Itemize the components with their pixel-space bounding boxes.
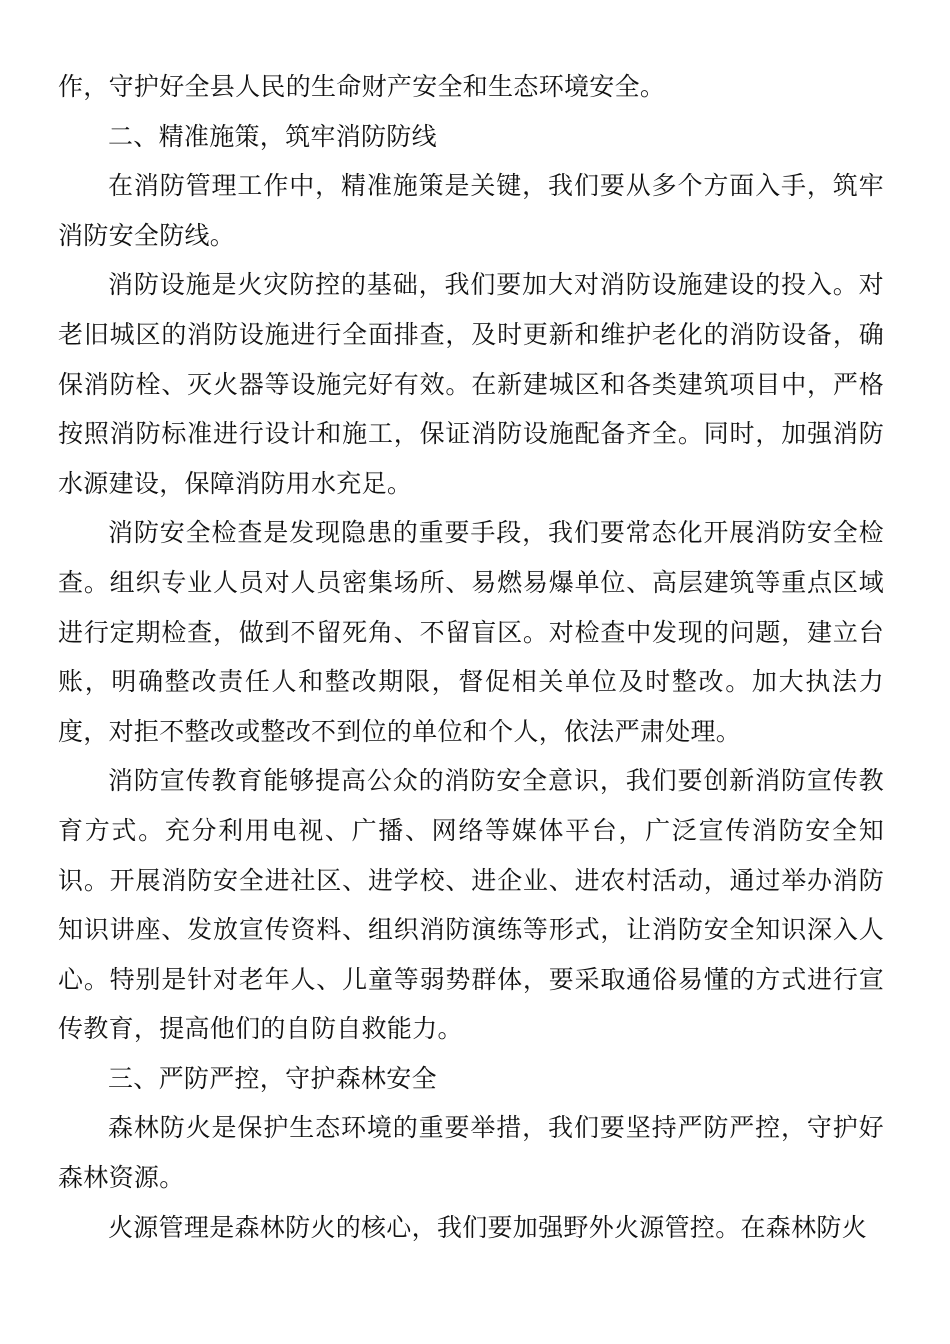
document-body xyxy=(58,62,884,1252)
paragraph: 在消防管理工作中，精准施策是关键，我们要从多个方面入手，筑牢消防安全防线。 xyxy=(58,171,884,250)
paragraph: 森林防火是保护生态环境的重要举措，我们要坚持严防严控，守护好森林资源。 xyxy=(58,1113,884,1193)
paragraph: 消防宣传教育能够提高公众的消防安全意识，我们要创新消防宣传教育方式。充分利用电视、广播、网络等媒体平台，广泛宣传消防安全知识。开展消防安全进社区、进学校、进企业、进农村活动，通过举办消防知识讲座、发放宣传资料、组织消防演练等形式，让消防安全知识深入人心。特别是针对老年人、儿童等弱势群体，要采取通俗易懂的方式进行宣传教育，提高他们的自防自救能力。 xyxy=(58,766,884,1044)
paragraph: 消防设施是火灾防控的基础，我们要加大对消防设施建设的投入。对老旧城区的消防设施进行全面排查，及时更新和维护老化的消防设备，确保消防栓、灭火器等设施完好有效。在新建城区和各类建筑项目中，严格按照消防标准进行设计和施工，保证消防设施配备齐全。同时，加强消防水源建设，保障消防用水充足。 xyxy=(58,270,884,498)
paragraph: 火源管理是森林防火的核心，我们要加强野外火源管控。在森林防火 xyxy=(108,1212,868,1242)
section-heading-3: 三、严防严控，守护森林安全 xyxy=(108,1063,437,1093)
section-heading-2: 二、精准施策，筑牢消防防线 xyxy=(108,121,437,151)
paragraph: 消防安全检查是发现隐患的重要手段，我们要常态化开展消防安全检查。组织专业人员对人员密集场所、易燃易爆单位、高层建筑等重点区域进行定期检查，做到不留死角、不留盲区。对检查中发现的问题，建立台账，明确整改责任人和整改期限，督促相关单位及时整改。加大执法力度，对拒不整改或整改不到位的单位和个人，依法严肃处理。 xyxy=(58,518,884,746)
paragraph-continuation: 作，守护好全县人民的生命财产安全和生态环境安全。 xyxy=(58,72,666,101)
